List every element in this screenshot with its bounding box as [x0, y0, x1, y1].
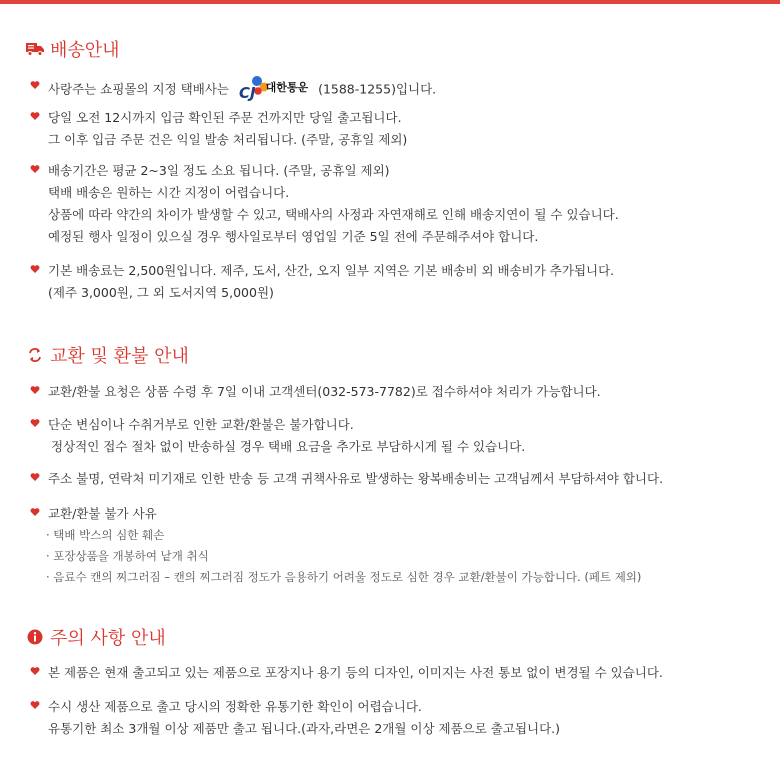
text-line: 교환/환불 불가 사유	[48, 506, 157, 521]
exchange-icon	[26, 346, 44, 364]
text-line: 본 제품은 현재 출고되고 있는 제품으로 포장지나 용기 등의 디자인, 이미지는 사전 통보 없이 변경될 수 있습니다.	[48, 665, 663, 680]
carrier-name: 대한통운	[265, 81, 309, 94]
shipping-item-1	[26, 70, 766, 110]
exchange-item-3	[26, 468, 766, 490]
heart-bullet-icon	[30, 80, 40, 90]
text-line: (제주 3,000원, 그 외 도서지역 5,000원)	[48, 285, 274, 300]
shipping-item-4	[26, 260, 766, 304]
text-line: 정상적인 접수 절차 없이 반송하실 경우 택배 요금을 추가로 부담하시게 될 수 있습니다.	[51, 439, 526, 454]
heart-bullet-icon	[30, 472, 40, 482]
text-line: 예정된 행사 일정이 있으실 경우 행사일로부터 영업일 기준 5일 전에 주문해주셔야 합니다.	[48, 229, 539, 244]
text-line: 수시 생산 제품으로 출고 당시의 정확한 유통기한 확인이 어렵습니다.	[48, 699, 422, 714]
heart-bullet-icon	[30, 385, 40, 395]
exchange-title	[26, 342, 766, 368]
info-icon	[26, 628, 44, 646]
caution-section	[26, 624, 766, 650]
shipping-title-text: 배송안내	[50, 40, 120, 61]
shipping-item1-pre: 사랑주는 쇼핑몰의 지정 택배사는	[48, 81, 229, 97]
text-line: 유통기한 최소 3개월 이상 제품만 출고 됩니다.(과자,라면은 2개월 이상 제품으로 출고됩니다.)	[48, 721, 561, 736]
exchange-title-text: 교환 및 환불 안내	[50, 346, 189, 367]
shipping-title	[26, 36, 766, 62]
text-line: 상품에 따라 약간의 차이가 발생할 수 있고, 택배사의 사정과 자연재해로 인해 배송지연이 될 수 있습니다.	[48, 207, 619, 222]
exchange-item-2	[26, 414, 766, 458]
text-line: 배송기간은 평균 2~3일 정도 소요 됩니다. (주말, 공휴일 제외)	[48, 163, 390, 178]
text-line: 주소 불명, 연락처 미기재로 인한 반송 등 고객 귀책사유로 발생하는 왕복배송비는 고객님께서 부담하셔야 합니다.	[48, 471, 664, 486]
heart-bullet-icon	[30, 700, 40, 710]
text-line: 당일 오전 12시까지 입금 확인된 주문 건까지만 당일 출고됩니다.	[48, 110, 402, 125]
shipping-item-2	[26, 107, 766, 151]
exchange-item-1	[26, 381, 766, 403]
exchange-item-4	[26, 503, 766, 588]
top-accent-bar	[0, 0, 780, 4]
caution-title	[26, 624, 766, 650]
text-line: 교환/환불 요청은 상품 수령 후 7일 이내 고객센터(032-573-7782)로 접수하셔야 처리가 가능합니다.	[48, 384, 601, 399]
shipping-section	[26, 36, 766, 62]
text-line: 그 이후 입금 주문 건은 익일 발송 처리됩니다. (주말, 공휴일 제외)	[48, 132, 408, 147]
text-line: 기본 배송료는 2,500원입니다. 제주, 도서, 산간, 오지 일부 지역은 기본 배송비 외 배송비가 추가됩니다.	[48, 263, 615, 278]
truck-icon	[26, 40, 44, 58]
text-line: 단순 변심이나 수취거부로 인한 교환/환불은 불가합니다.	[48, 417, 354, 432]
caution-title-text: 주의 사항 안내	[50, 628, 166, 649]
cj-logo-text: CJ	[238, 84, 256, 102]
shipping-item1-post: (1588-1255)입니다.	[318, 81, 437, 97]
list-item: · 택배 박스의 심한 훼손	[46, 528, 165, 542]
caution-item-2	[26, 696, 766, 740]
text-line: 택배 배송은 원하는 시간 지정이 어렵습니다.	[48, 185, 290, 200]
heart-bullet-icon	[30, 666, 40, 676]
shipping-item-3	[26, 160, 766, 248]
heart-bullet-icon	[30, 264, 40, 274]
caution-item-1	[26, 662, 766, 684]
list-item: · 음료수 캔의 찌그러짐 – 캔의 찌그러짐 정도가 음용하기 어려울 정도로 심한 경우 교환/환불이 가능합니다. (페트 제외)	[46, 570, 642, 584]
heart-bullet-icon	[30, 164, 40, 174]
cj-logo	[239, 68, 308, 108]
heart-bullet-icon	[30, 111, 40, 121]
heart-bullet-icon	[30, 507, 40, 517]
exchange-section	[26, 342, 766, 368]
list-item: · 포장상품을 개봉하여 낱개 취식	[46, 549, 209, 563]
heart-bullet-icon	[30, 418, 40, 428]
